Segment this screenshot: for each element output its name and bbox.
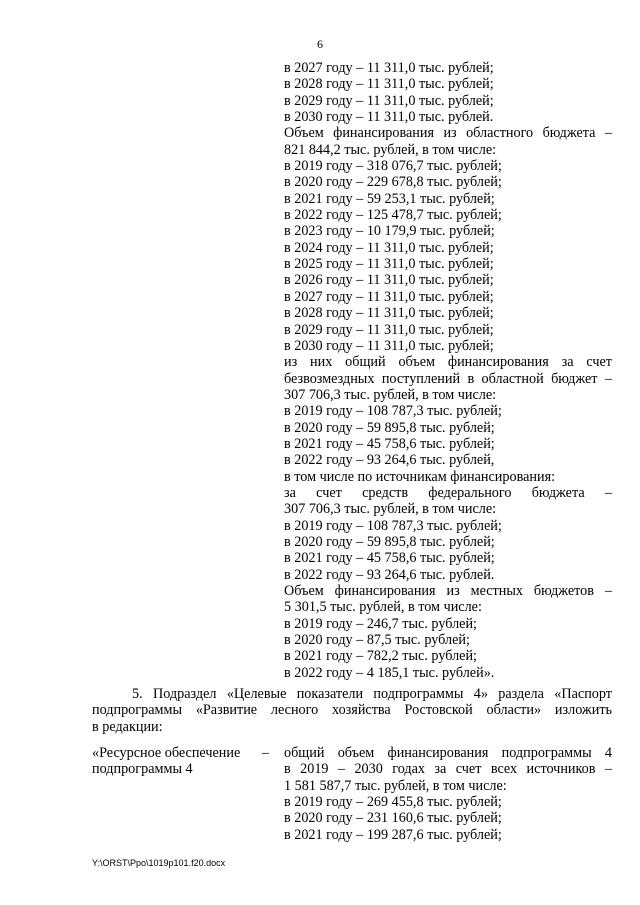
funding-line: в 2030 году – 11 311,0 тыс. рублей; (284, 337, 494, 354)
paragraph-5-line-1: 5. Подраздел «Целевые показатели подпрограммы 4» раздела «Паспорт (132, 686, 612, 702)
funding-line: в 2021 году – 45 758,6 тыс. рублей; (284, 550, 495, 567)
funding-line: в 2019 году – 246,7 тыс. рублей; (284, 615, 477, 632)
resource-line: в 2019 – 2030 годах за счет всех источников – (284, 761, 612, 778)
funding-line: в 2029 году – 11 311,0 тыс. рублей; (284, 321, 494, 338)
funding-line: в 2021 году – 45 758,6 тыс. рублей; (284, 435, 495, 452)
funding-line: в 2019 году – 108 787,3 тыс. рублей; (284, 517, 502, 534)
funding-line: в 2027 году – 11 311,0 тыс. рублей; (284, 288, 494, 305)
funding-line: в 2029 году – 11 311,0 тыс. рублей; (284, 92, 494, 109)
funding-line: в 2023 году – 10 179,9 тыс. рублей; (284, 223, 495, 240)
footer-file-path: Y:\ORST\Ppo\1019p101.f20.docx (92, 858, 226, 868)
funding-line: в 2022 году – 93 264,6 тыс. рублей. (284, 566, 495, 583)
funding-line: 307 706,3 тыс. рублей, в том числе: (284, 386, 497, 403)
funding-line: в 2020 году – 59 895,8 тыс. рублей; (284, 419, 495, 436)
funding-line: Объем финансирования из областного бюджета – (284, 125, 612, 142)
resource-label-line-2: подпрограммы 4 (92, 761, 193, 778)
funding-line: в 2028 году – 11 311,0 тыс. рублей; (284, 76, 494, 93)
paragraph-5-line-3: в редакции: (92, 718, 163, 735)
funding-line: в 2028 году – 11 311,0 тыс. рублей; (284, 305, 494, 322)
funding-line: в 2021 году – 782,2 тыс. рублей; (284, 648, 477, 665)
paragraph-5 (92, 686, 612, 735)
resource-line: общий объем финансирования подпрограммы 4 (284, 745, 612, 761)
funding-line: в 2021 году – 59 253,1 тыс. рублей; (284, 190, 495, 207)
resource-line: 1 581 587,7 тыс. рублей, в том числе: (284, 777, 507, 794)
funding-line: безвозмездных поступлений в областной бюджет – (284, 370, 612, 387)
resource-table-values (284, 745, 612, 843)
funding-line: 307 706,3 тыс. рублей, в том числе: (284, 501, 497, 518)
funding-line: в 2024 году – 11 311,0 тыс. рублей; (284, 239, 494, 256)
funding-line: в 2025 году – 11 311,0 тыс. рублей; (284, 256, 494, 273)
resource-label-dash: – (261, 745, 269, 761)
funding-line: в 2020 году – 87,5 тыс. рублей; (284, 632, 470, 649)
funding-column (284, 60, 612, 681)
funding-line: 5 301,5 тыс. рублей, в том числе: (284, 599, 482, 616)
resource-line: в 2020 году – 231 160,6 тыс. рублей; (284, 810, 502, 827)
resource-line: в 2021 году – 199 287,6 тыс. рублей; (284, 826, 502, 843)
funding-line: Объем финансирования из местных бюджетов – (284, 583, 612, 599)
funding-line: в 2019 году – 318 076,7 тыс. рублей; (284, 158, 502, 175)
funding-line: в 2022 году – 125 478,7 тыс. рублей; (284, 207, 502, 224)
page-number: 6 (317, 37, 323, 51)
resource-table-label (92, 745, 277, 778)
paragraph-5-line-2: подпрограммы «Развитие лесного хозяйства Ростовской области» изложить (92, 702, 612, 719)
funding-line: за счет средств федерального бюджета – (284, 484, 612, 501)
funding-line: в 2026 году – 11 311,0 тыс. рублей; (284, 272, 494, 289)
funding-line: в 2019 году – 108 787,3 тыс. рублей; (284, 403, 502, 420)
funding-line: в том числе по источникам финансирования: (284, 468, 556, 485)
funding-line: из них общий объем финансирования за счет (284, 354, 612, 371)
funding-line: в 2020 году – 59 895,8 тыс. рублей; (284, 533, 495, 550)
funding-line: в 2022 году – 93 264,6 тыс. рублей, (284, 452, 495, 469)
resource-line: в 2019 году – 269 455,8 тыс. рублей; (284, 794, 502, 811)
funding-line: в 2020 году – 229 678,8 тыс. рублей; (284, 174, 502, 191)
funding-line: в 2030 году – 11 311,0 тыс. рублей. (284, 109, 494, 126)
funding-line: 821 844,2 тыс. рублей, в том числе: (284, 141, 497, 158)
funding-line: в 2027 году – 11 311,0 тыс. рублей; (284, 60, 494, 76)
resource-label-line-1: «Ресурсное обеспечение (92, 745, 241, 761)
funding-line: в 2022 году – 4 185,1 тыс. рублей». (284, 664, 495, 681)
